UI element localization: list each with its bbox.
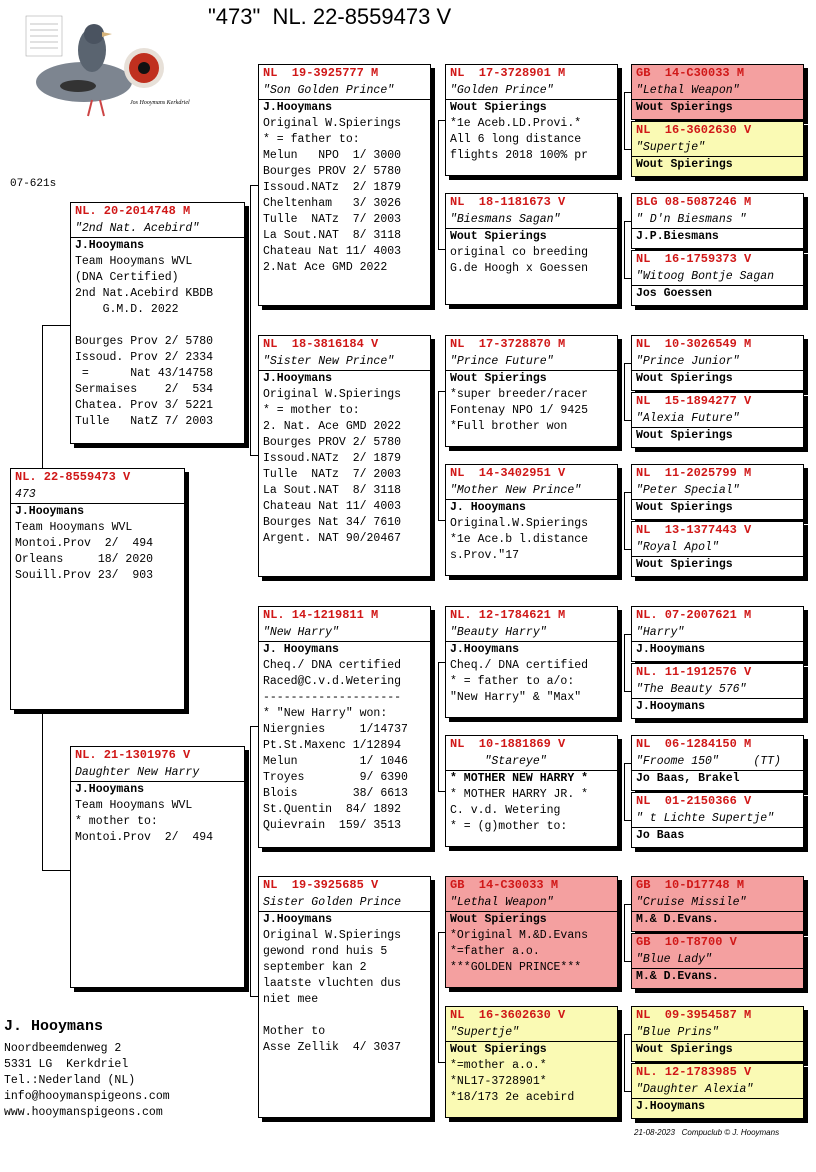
info-line: Team Hooymans WVL [75,255,193,268]
ring-number: NL. 14-1219811 M [263,608,379,622]
connector-line [624,420,631,421]
info-line: Montoi.Prov 2/ 494 [15,537,154,550]
owner-address: Noordbeemdenweg 2 [4,1042,122,1055]
pigeon-name: " t Lichte Supertje" [632,810,803,828]
connector-line [42,325,70,326]
pigeon-logo [22,12,190,124]
connector-line [624,1091,631,1092]
info-line: Argent. NAT 90/20467 [263,532,402,545]
info-line: "New Harry" & "Max" [450,691,582,704]
info-line: La Sout.NAT 8/ 3118 [263,484,402,497]
info-line: J.Hooymans [636,1100,706,1113]
info-line: Melun 1/ 1046 [263,755,408,768]
owner-block [4,1018,170,1121]
info-line: Issoud. Prov 2/ 2334 [75,351,214,364]
connector-line [250,726,258,727]
info-line: J.Hooymans [75,783,145,796]
pigeon-name: "Blue Lady" [632,951,803,969]
connector-line [624,492,625,549]
info-line: *Full brother won [450,420,568,433]
connector-line [624,363,625,420]
info-line [259,1008,430,1024]
info-line: Wout Spierings [450,372,547,385]
info-line: Wout Spierings [636,429,733,442]
connector-line [438,791,445,792]
info-line: -------------------- [263,691,402,704]
pigeon-name: "Blue Prins" [632,1024,803,1042]
ring-number: NL 01-2150366 V [636,794,752,808]
info-line: Original W.Spierings [263,929,402,942]
info-line: * "New Harry" won: [263,707,388,720]
info-line: = Nat 43/14758 [75,367,214,380]
connector-line [42,870,70,871]
info-line: Original W.Spierings [263,388,402,401]
connector-line [250,185,251,455]
info-line: Quievrain 159/ 3513 [263,819,402,832]
info-line: J.Hooymans [636,700,706,713]
pigeon-name: Daughter New Harry [71,764,244,782]
info-line: J.Hooymans [636,643,706,656]
ring-number: NL 15-1894277 V [636,394,752,408]
pigeon-name: "Beauty Harry" [446,624,617,642]
pigeon-name: "Golden Prince" [446,82,617,100]
info-line: Jo Baas [636,829,685,842]
info-line: C. v.d. Wetering [450,804,561,817]
info-line: * MOTHER NEW HARRY * [450,772,589,785]
pigeon-name: "Prince Future" [446,353,617,371]
ring-number: NL 16-3602630 V [450,1008,566,1022]
pigeon-name: "Mother New Prince" [446,482,617,500]
connector-line [624,92,625,149]
pedigree-box-sss [445,64,618,176]
info-line: Cheq./ DNA certified [263,659,402,672]
connector-line [624,691,631,692]
info-line: * = (g)mother to: [450,820,568,833]
pedigree-box-dss [445,606,618,718]
ring-number: NL 16-1759373 V [636,252,752,266]
pedigree-box-g6 [631,392,804,448]
pedigree-box-dd [258,876,431,1118]
pedigree-box-g7 [631,464,804,520]
owner-website[interactable]: www.hooymanspigeons.com [4,1106,163,1119]
pedigree-box-dds [445,876,618,988]
info-line: Original.W.Spierings [450,517,589,530]
info-line: J. Hooymans [263,643,339,656]
connector-line [624,221,631,222]
connector-line [438,520,445,521]
pedigree-box-g1 [631,64,804,120]
reference-code: 07-621s [10,178,57,190]
connector-line [624,904,625,961]
pigeon-name: "Witoog Bontje Sagan [632,268,803,286]
pedigree-box-g2 [631,121,804,177]
info-line: Montoi.Prov 2/ 494 [75,831,214,844]
ring-number: NL 18-3816184 V [263,337,379,351]
ring-number: NL. 11-1912576 V [636,665,752,679]
pigeon-name: "Cruise Missile" [632,894,803,912]
info-line: Chateau Nat 11/ 4003 [263,500,402,513]
info-line: Wout Spierings [636,558,733,571]
pigeon-name: "2nd Nat. Acebird" [71,220,244,238]
info-line: Wout Spierings [450,230,547,243]
info-line: Tulle NatZ 7/ 2003 [75,415,214,428]
info-line: Bourges Prov 2/ 5780 [75,335,214,348]
connector-line [624,961,631,962]
info-line: *1e Ace.b l.distance [450,533,589,546]
owner-phone[interactable]: Tel.:Nederland (NL) [4,1074,136,1087]
info-line: Bourges PROV 2/ 5780 [263,165,402,178]
info-line: Orleans 18/ 2020 [15,553,154,566]
ring-number: NL. 20-2014748 M [75,204,191,218]
ring-number: NL 16-3602630 V [636,123,752,137]
pedigree-box-ss [258,64,431,306]
info-line: gewond rond huis 5 [263,945,388,958]
connector-line [42,710,43,870]
connector-line [438,120,439,249]
info-line: Issoud.NATz 2/ 1879 [263,452,402,465]
connector-line [624,634,625,691]
pigeon-name: "Son Golden Prince" [259,82,430,100]
ring-number: GB 10-T8700 V [636,935,737,949]
ring-number: NL. 21-1301976 V [75,748,191,762]
info-line: Sermaises 2/ 534 [75,383,214,396]
pigeon-name: "Peter Special" [632,482,803,500]
pedigree-box-g5 [631,335,804,391]
connector-line [438,1062,445,1063]
pedigree-box-ds [258,606,431,848]
info-line: Chatea. Prov 3/ 5221 [75,399,214,412]
ring-number: NL 19-3925685 V [263,878,379,892]
ring-number: NL 10-1881869 V [450,737,566,751]
connector-line [438,932,439,1062]
connector-line [250,455,258,456]
footer-credit: 21-08-2023 Compuclub © J. Hooymans [634,1128,780,1137]
pigeon-name: "Sister New Prince" [259,353,430,371]
info-line: Melun NPO 1/ 3000 [263,149,402,162]
info-line: Team Hooymans WVL [75,799,193,812]
connector-line [624,763,631,764]
pigeon-name: "Biesmans Sagan" [446,211,617,229]
info-line: All 6 long distance [450,133,582,146]
connector-line [438,662,445,663]
ring-number: NL 06-1284150 M [636,737,752,751]
info-line: *Original M.&D.Evans [450,929,589,942]
pedigree-box-dam [70,746,245,988]
connector-line [624,1034,631,1035]
info-line: Troyes 9/ 6390 [263,771,408,784]
info-line: 2.Nat Ace GMD 2022 [263,261,388,274]
pedigree-box-ddd [445,1006,618,1118]
info-line: september kan 2 [263,961,367,974]
ring-number: NL. 12-1784621 M [450,608,566,622]
page-title: "473" NL. 22-8559473 V [208,4,452,29]
info-line: J.Hooymans [75,239,145,252]
info-line: Wout Spierings [636,501,733,514]
pigeon-name: "Harry" [632,624,803,642]
info-line: *=mother a.o.* [450,1059,547,1072]
info-line: J.Hooymans [263,372,333,385]
pigeon-name: "Lethal Weapon" [632,82,803,100]
pedigree-box-sds [445,335,618,447]
connector-line [438,391,445,392]
ring-number: NL 14-3402951 V [450,466,566,480]
ring-number: NL. 07-2007621 M [636,608,752,622]
info-line: Blois 38/ 6613 [263,787,408,800]
connector-line [624,149,631,150]
info-line: original co breeding [450,246,589,259]
connector-line [438,391,439,520]
ring-number: NL 13-1377443 V [636,523,752,537]
svg-text:Jos Hooymans Kerkdriel: Jos Hooymans Kerkdriel [130,100,190,106]
connector-line [250,185,258,186]
pedigree-box-g9 [631,606,804,662]
info-line: J.Hooymans [450,643,520,656]
pedigree-box-g8 [631,521,804,577]
info-line: niet mee [263,993,319,1006]
info-line: Tulle NATz 7/ 2003 [263,213,402,226]
ring-number: GB 10-D17748 M [636,878,745,892]
pigeon-name: " D'n Biesmans " [632,211,803,229]
pedigree-box-sd [258,335,431,577]
owner-name: J. Hooymans [4,1018,104,1035]
pedigree-box-g15 [631,1006,804,1062]
info-line: 2. Nat. Ace GMD 2022 [263,420,402,433]
info-line: Bourges Nat 34/ 7610 [263,516,402,529]
connector-line [624,363,631,364]
connector-line [438,932,445,933]
pigeon-name: "Supertje" [446,1024,617,1042]
info-line: *18/173 2e acebird [450,1091,575,1104]
pedigree-box-sdd [445,464,618,576]
pigeon-name: "New Harry" [259,624,430,642]
info-line: St.Quentin 84/ 1892 [263,803,402,816]
ring-number: NL. 12-1783985 V [636,1065,752,1079]
info-line: La Sout.NAT 8/ 3118 [263,229,402,242]
info-line: Mother to [263,1025,326,1038]
ring-number: BLG 08-5087246 M [636,195,752,209]
info-line: flights 2018 100% pr [450,149,589,162]
info-line: Asse Zellik 4/ 3037 [263,1041,402,1054]
connector-line [624,1034,625,1091]
info-line: Team Hooymans WVL [15,521,133,534]
ring-number: NL 10-3026549 M [636,337,752,351]
info-line: * mother to: [75,815,158,828]
ring-number: NL. 22-8559473 V [15,470,131,484]
connector-line [42,325,43,468]
pedigree-box-ssd [445,193,618,305]
info-line: Tulle NATz 7/ 2003 [263,468,402,481]
info-line: Fontenay NPO 1/ 9425 [450,404,589,417]
pigeon-name: "Alexia Future" [632,410,803,428]
info-line: Souill.Prov 23/ 903 [15,569,154,582]
ring-number: NL 11-2025799 M [636,466,752,480]
ring-number: NL 17-3728870 M [450,337,566,351]
info-line: Wout Spierings [636,158,733,171]
ring-number: NL 19-3925777 M [263,66,379,80]
info-line: Wout Spierings [636,372,733,385]
info-line: M.& D.Evans. [636,970,719,983]
pigeon-name: "Daughter Alexia" [632,1081,803,1099]
connector-line [438,120,445,121]
pedigree-box-g12 [631,792,804,848]
pigeon-name: 473 [11,486,184,504]
info-line: Jo Baas, Brakel [636,772,740,785]
pedigree-box-subject [10,468,185,710]
info-line: Niergnies 1/14737 [263,723,408,736]
info-line: Wout Spierings [450,1043,547,1056]
pigeon-name: "Stareye" [446,753,617,771]
connector-line [438,249,445,250]
info-line: 2nd Nat.Acebird KBDB [75,287,214,300]
pedigree-box-g13 [631,876,804,932]
info-line: Pt.St.Maxenc 1/12894 [263,739,402,752]
info-line: Chateau Nat 11/ 4003 [263,245,402,258]
info-line: J.Hooymans [15,505,85,518]
pedigree-box-g10 [631,663,804,719]
connector-line [624,820,631,821]
connector-line [624,492,631,493]
owner-email[interactable]: info@hooymanspigeons.com [4,1090,170,1103]
connector-line [624,278,631,279]
pedigree-box-g16 [631,1063,804,1119]
info-line: (DNA Certified) [75,271,179,284]
info-line: *1e Aceb.LD.Provi.* [450,117,582,130]
pigeon-name: "Prince Junior" [632,353,803,371]
pigeon-name: Sister Golden Prince [259,894,430,912]
info-line: Wout Spierings [450,101,547,114]
info-line: J.P.Biesmans [636,230,719,243]
info-line: Raced@C.v.d.Wetering [263,675,402,688]
pedigree-box-g4 [631,250,804,306]
ring-number: NL 17-3728901 M [450,66,566,80]
connector-line [624,763,625,820]
ring-number: NL 09-3954587 M [636,1008,752,1022]
info-line: * = mother to: [263,404,360,417]
ring-number: GB 14-C30033 M [636,66,745,80]
info-line: J. Hooymans [450,501,526,514]
info-line: * MOTHER HARRY JR. * [450,788,589,801]
pedigree-box-sire [70,202,245,444]
info-line: Original W.Spierings [263,117,402,130]
info-line: G.de Hoogh x Goessen [450,262,589,275]
pigeon-name: "Lethal Weapon" [446,894,617,912]
info-line: Cheq./ DNA certified [450,659,589,672]
connector-line [624,904,631,905]
info-line: *=father a.o. [450,945,540,958]
pedigree-box-g14 [631,933,804,989]
info-line [71,318,244,334]
pedigree-box-g3 [631,193,804,249]
info-line: * = father to a/o: [450,675,575,688]
pigeon-name: "Froome 150" (TT) [632,753,803,771]
pedigree-box-g11 [631,735,804,791]
info-line: G.M.D. 2022 [75,303,179,316]
info-line: Bourges PROV 2/ 5780 [263,436,402,449]
pigeon-name: "The Beauty 576" [632,681,803,699]
connector-line [438,662,439,791]
info-line: * = father to: [263,133,360,146]
info-line: Wout Spierings [636,1043,733,1056]
info-line: M.& D.Evans. [636,913,719,926]
ring-number: NL 18-1181673 V [450,195,566,209]
connector-line [624,549,631,550]
info-line: J.Hooymans [263,913,333,926]
pigeon-name: "Supertje" [632,139,803,157]
info-line: Issoud.NATz 2/ 1879 [263,181,402,194]
info-line: laatste vluchten dus [263,977,402,990]
info-line: *super breeder/racer [450,388,589,401]
info-line: Jos Goessen [636,287,712,300]
info-line: s.Prov."17 [450,549,520,562]
pigeon-name: "Royal Apol" [632,539,803,557]
connector-line [624,221,625,278]
connector-line [624,634,631,635]
connector-line [250,996,258,997]
ring-number: GB 14-C30033 M [450,878,559,892]
connector-line [624,92,631,93]
info-line: Wout Spierings [450,913,547,926]
connector-line [250,726,251,996]
owner-postcode: 5331 LG Kerkdriel [4,1058,129,1071]
pedigree-box-dsd [445,735,618,847]
info-line: J.Hooymans [263,101,333,114]
info-line: *NL17-3728901* [450,1075,547,1088]
info-line: Cheltenham 3/ 3026 [263,197,402,210]
info-line: ***GOLDEN PRINCE*** [450,961,582,974]
info-line: Wout Spierings [636,101,733,114]
